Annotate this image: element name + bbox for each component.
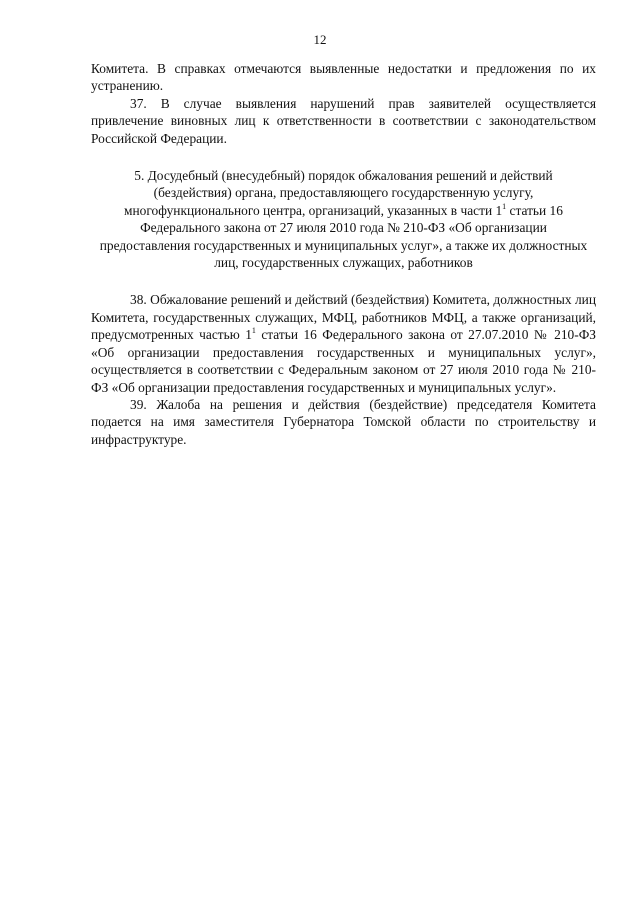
paragraph-38 [91,291,596,395]
section-5-title [91,167,596,271]
paragraph-continuation: Комитета. В справках отмечаются выявленные недостатки и предложения по их устранению. [91,61,596,94]
paragraph-38-part2: статьи 16 Федерального закона от 27.07.2010 № 210-ФЗ «Об организации предоставления государственных и муниципальных услуг», осуществляется в соответствии с Федеральным законом от 27 июля 2010 года № 210-ФЗ «Об организации предоставления государственных и муниципальных услуг». [91,327,596,395]
document-body [91,60,596,448]
page-number: 12 [313,32,327,47]
paragraph-38-superscript: 1 [251,326,256,336]
section-5-title-part1: 5. Досудебный (внесудебный) порядок обжалования решений и действий (бездействия) органа, предоставляющего государственную услугу, многофункционального центра, организаций, указанных в части 1 [124,168,553,218]
section-5-title-superscript: 1 [502,201,507,211]
paragraph-39: 39. Жалоба на решения и действия (бездействие) председателя Комитета подается на имя заместителя Губернатора Томской области по строительству и инфраструктуре. [91,396,596,447]
paragraph-38-part1: 38. Обжалование решений и действий (бездействия) Комитета, должностных лиц Комитета, государственных служащих, МФЦ, работников МФЦ, а также организаций, предусмотренных частью 1 [91,292,596,343]
section-5-title-part2: статьи 16 Федерального закона от 27 июля 2010 года № 210-ФЗ «Об организации предоставления государственных и муниципальных услуг», а также их должностных лиц, государственных служащих, работников [99,202,588,271]
paragraph-37: 37. В случае выявления нарушений прав заявителей осуществляется привлечение виновных лиц к ответственности в соответствии с законодательством Российской Федерации. [91,95,596,146]
